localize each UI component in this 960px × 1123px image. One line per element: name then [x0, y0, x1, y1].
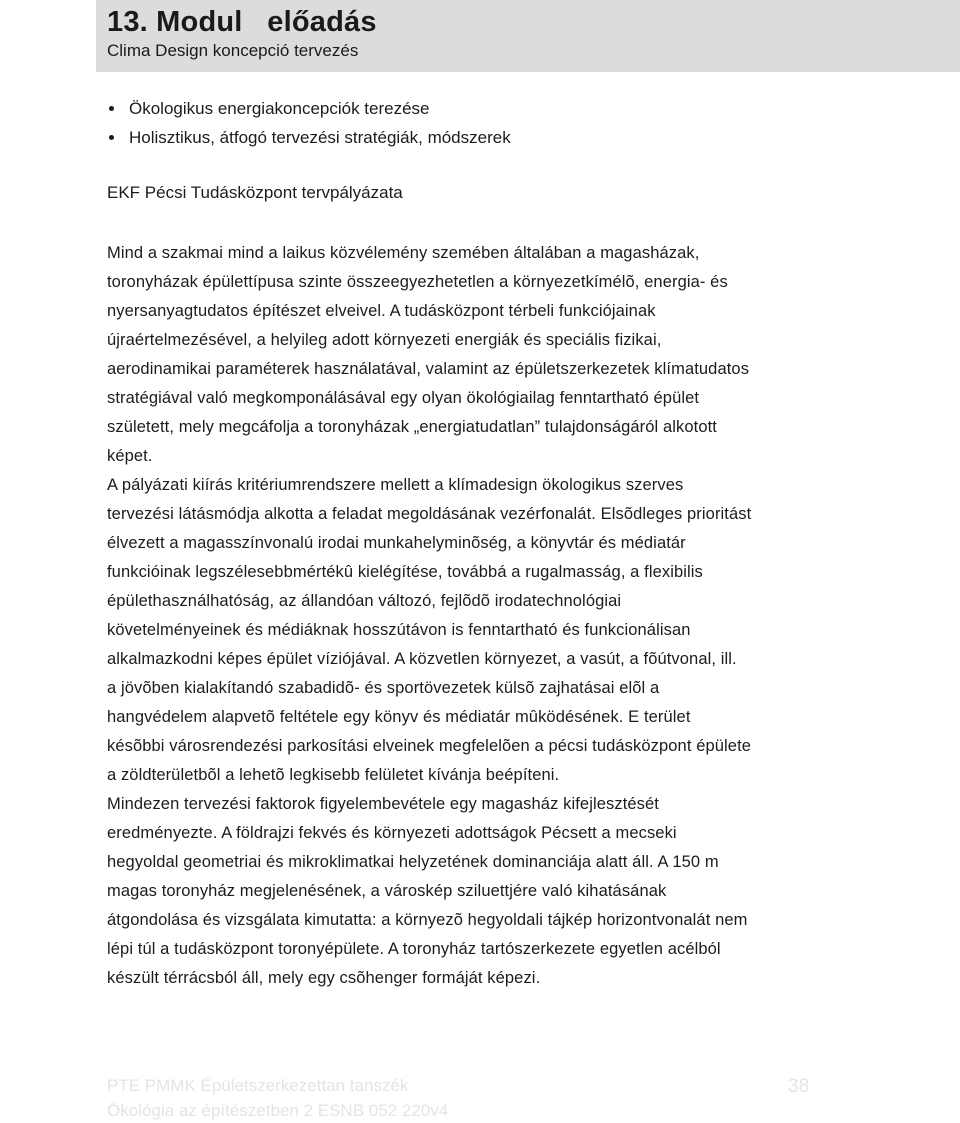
bullet-dot-icon: [109, 135, 114, 140]
bullet-text: Holisztikus, átfogó tervezési stratégiák, módszerek: [129, 128, 511, 147]
body-line: Mindezen tervezési faktorok figyelembevétele egy magasház kifejlesztését: [107, 795, 659, 813]
body-line: épülethasználhatóság, az állandóan változó, fejlõdõ irodatechnológiai: [107, 592, 622, 610]
footer: [107, 1073, 448, 1123]
body-line: funkcióinak legszélesebbmértékû kielégítése, továbbá a rugalmasság, a flexibilis: [107, 563, 703, 581]
list-item: [107, 94, 511, 123]
body-line: képet.: [107, 447, 153, 465]
body-line: Mind a szakmai mind a laikus közvélemény szemében általában a magasházak,: [107, 244, 700, 262]
body-line: alkalmazkodni képes épület víziójával. A közvetlen környezet, a vasút, a fõútvonal, ill.: [107, 650, 737, 668]
body-line: magas toronyház megjelenésének, a városkép sziluettjére való kihatásának: [107, 882, 667, 900]
body-line: késõbbi városrendezési parkosítási elveinek megfelelõen a pécsi tudásközpont épülete: [107, 737, 752, 755]
body-line: tervezési látásmódja alkotta a feladat megoldásának vezérfonalát. Elsõdleges prioritást: [107, 505, 752, 523]
body-line: készült térrácsból áll, mely egy csõhenger formáját képezi.: [107, 969, 541, 987]
page-number: 38: [788, 1076, 810, 1097]
body-line: hangvédelem alapvetõ feltétele egy könyv és médiatár mûködésének. E terület: [107, 708, 691, 726]
body-line: követelményeinek és médiáknak hosszútávon is fenntartható és funkcionálisan: [107, 621, 691, 639]
body-line: hegyoldal geometriai és mikroklimatkai helyzetének dominanciája alatt áll. A 150 m: [107, 853, 719, 871]
list-item: [107, 123, 511, 152]
body-line: a jövõben kialakítandó szabadidõ- és sportövezetek külsõ zajhatásai elõl a: [107, 679, 660, 697]
bullet-text: Ökologikus energiakoncepciók terezése: [129, 99, 430, 118]
footer-course: Ökológia az építészetben 2 ESNB 052 220v4: [107, 1101, 449, 1120]
bullet-list: [107, 94, 511, 152]
body-line: újraértelmezésével, a helyileg adott környezeti energiák és speciális fizikai,: [107, 331, 662, 349]
footer-department: PTE PMMK Épületszerkezettan tanszék: [107, 1076, 409, 1095]
body-line: átgondolása és vizsgálata kimutatta: a környezõ hegyoldali tájkép horizontvonalát nem: [107, 911, 748, 929]
body-line: A pályázati kiírás kritériumrendszere mellett a klímadesign ökologikus szerves: [107, 476, 684, 494]
bullet-dot-icon: [109, 106, 114, 111]
body-line: stratégiával való megkomponálásával egy olyan ökológiailag fenntartható épület: [107, 389, 700, 407]
page-title: 13. Modul előadás: [107, 6, 377, 38]
body-line: a zöldterületbõl a lehetõ legkisebb felületet kívánja beépíteni.: [107, 766, 560, 784]
page-subtitle: Clima Design koncepció tervezés: [107, 41, 359, 60]
body-line: aerodinamikai paraméterek használatával, valamint az épületszerkezetek klímatudatos: [107, 360, 750, 378]
body-line: eredményezte. A földrajzi fekvés és környezeti adottságok Pécsett a mecseki: [107, 824, 677, 842]
body-line: élvezett a magasszínvonalú irodai munkahelyminõség, a könyvtár és médiatár: [107, 534, 686, 552]
body-text: [107, 239, 827, 993]
body-line: nyersanyagtudatos építészet elveivel. A tudásközpont térbeli funkciójainak: [107, 302, 656, 320]
body-line: lépi túl a tudásközpont toronyépülete. A toronyház tartószerkezete egyetlen acélból: [107, 940, 721, 958]
body-line: született, mely megcáfolja a toronyházak „energiatudatlan” tulajdonságáról alkotott: [107, 418, 717, 436]
body-line: toronyházak épülettípusa szinte összeegyezhetetlen a környezetkímélõ, energia- és: [107, 273, 728, 291]
section-heading: EKF Pécsi Tudásközpont tervpályázata: [107, 183, 403, 202]
